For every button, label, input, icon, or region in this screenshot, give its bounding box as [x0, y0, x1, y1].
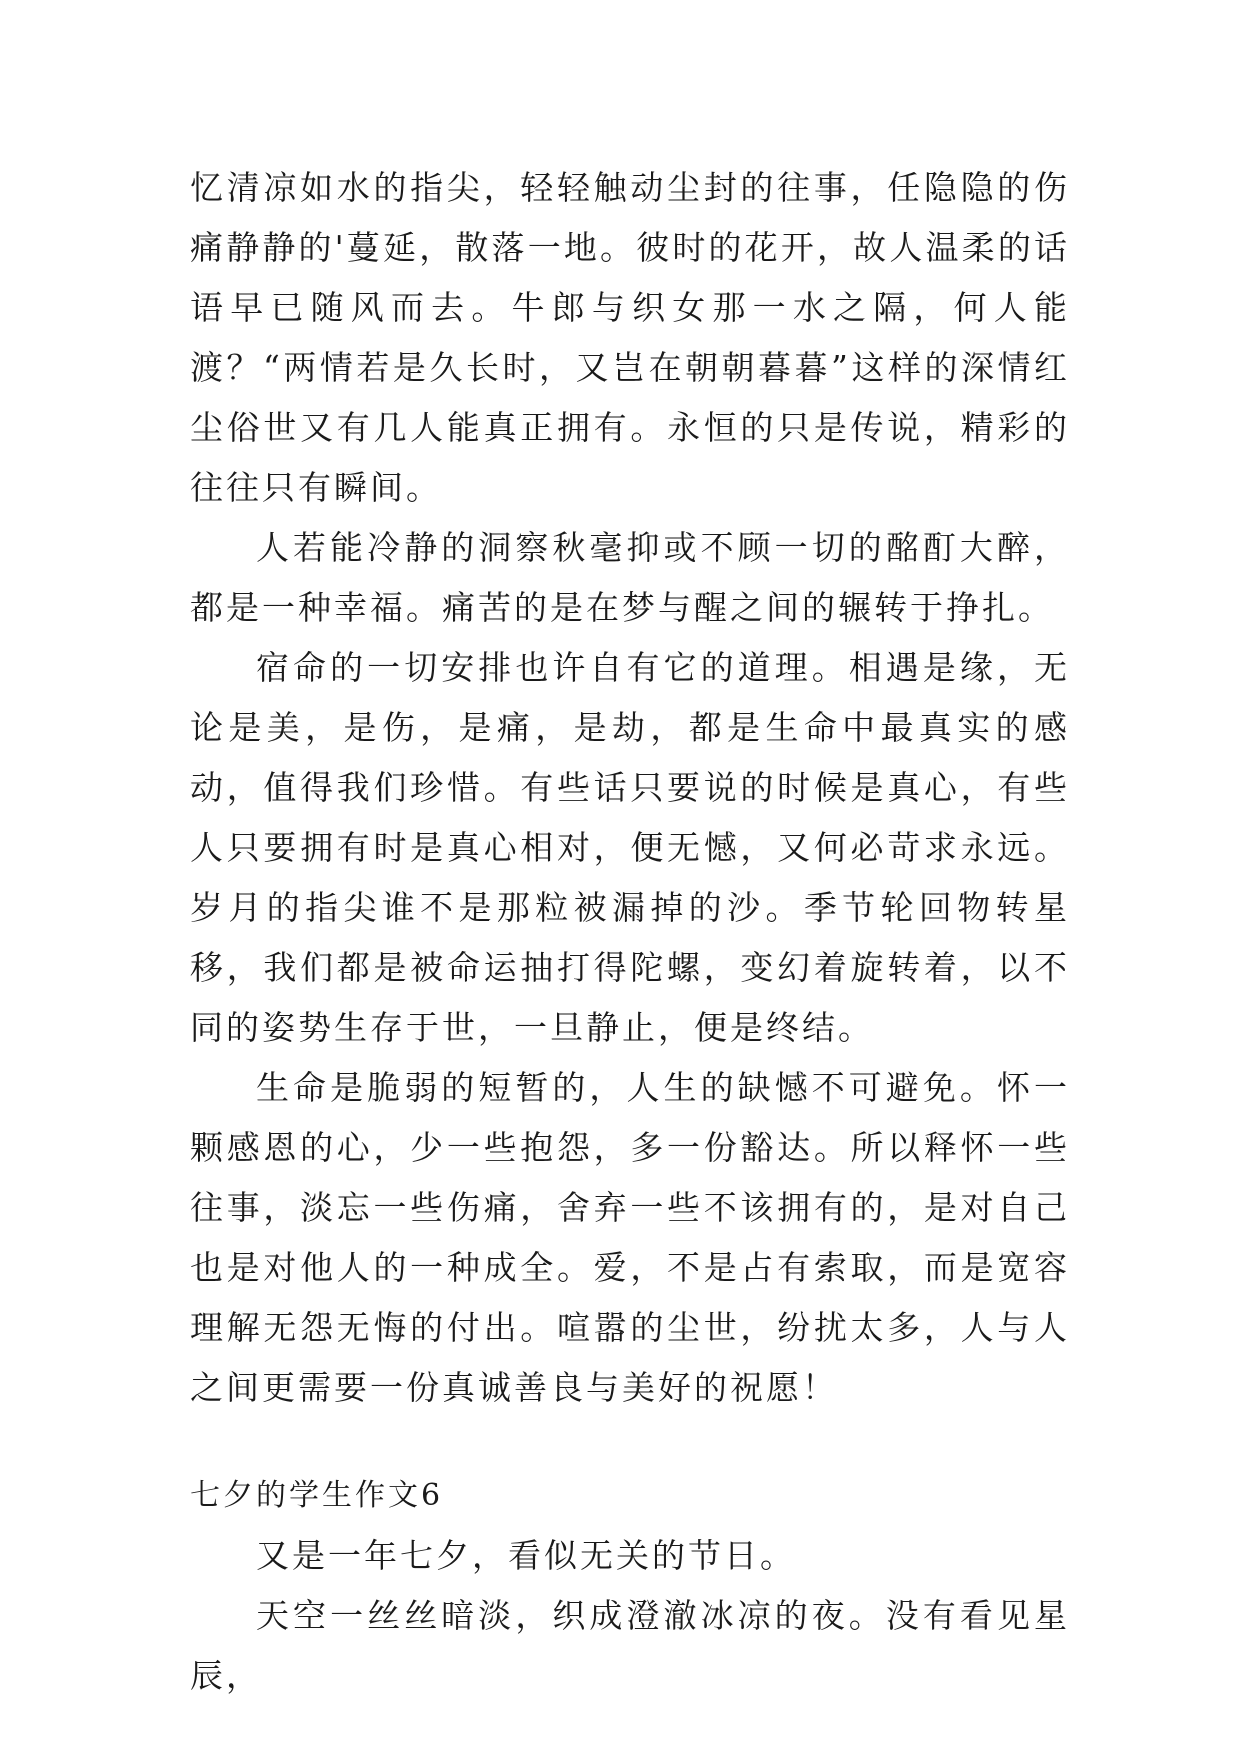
section-heading: 七夕的学生作文6 [190, 1478, 444, 1513]
paragraph-4: 生命是脆弱的短暂的，人生的缺憾不可避免。怀一颗感恩的心，少一些抱怨，多一份豁达。所以释怀一些往事，淡忘一些伤痛，舍弃一些不该拥有的，是对自己也是对他人的一种成全。爱，不是占有索取，而是宽容理解无怨无悔的付出。喧嚣的尘世，纷扰太多，人与人之间更需要一份真诚善良与美好的祝愿！ [190, 1068, 1070, 1407]
paragraph-2: 人若能冷静的洞察秋毫抑或不顾一切的酩酊大醉，都是一种幸福。痛苦的是在梦与醒之间的辗转于挣扎。 [190, 528, 1070, 627]
paragraph-1: 忆清凉如水的指尖，轻轻触动尘封的往事，任隐隐的伤痛静静的'蔓延，散落一地。彼时的花开，故人温柔的话语早已随风而去。牛郎与织女那一水之隔，何人能渡？“两情若是久长时，又岂在朝朝暮暮”这样的深情红尘俗世又有几人能真正拥有。永恒的只是传说，精彩的往往只有瞬间。 [190, 168, 1070, 507]
paragraph-3: 宿命的一切安排也许自有它的道理。相遇是缘，无论是美，是伤，是痛，是劫，都是生命中最真实的感动，值得我们珍惜。有些话只要说的时候是真心，有些人只要拥有时是真心相对，便无憾，又何必苛求永远。岁月的指尖谁不是那粒被漏掉的沙。季节轮回物转星移，我们都是被命运抽打得陀螺，变幻着旋转着，以不同的姿势生存于世，一旦静止，便是终结。 [190, 648, 1070, 1047]
paragraph-5: 又是一年七夕，看似无关的节日。 [256, 1536, 796, 1575]
paragraph-6: 天空一丝丝暗淡，织成澄澈冰凉的夜。没有看见星辰， [190, 1596, 1070, 1695]
document-page [190, 158, 1070, 1706]
